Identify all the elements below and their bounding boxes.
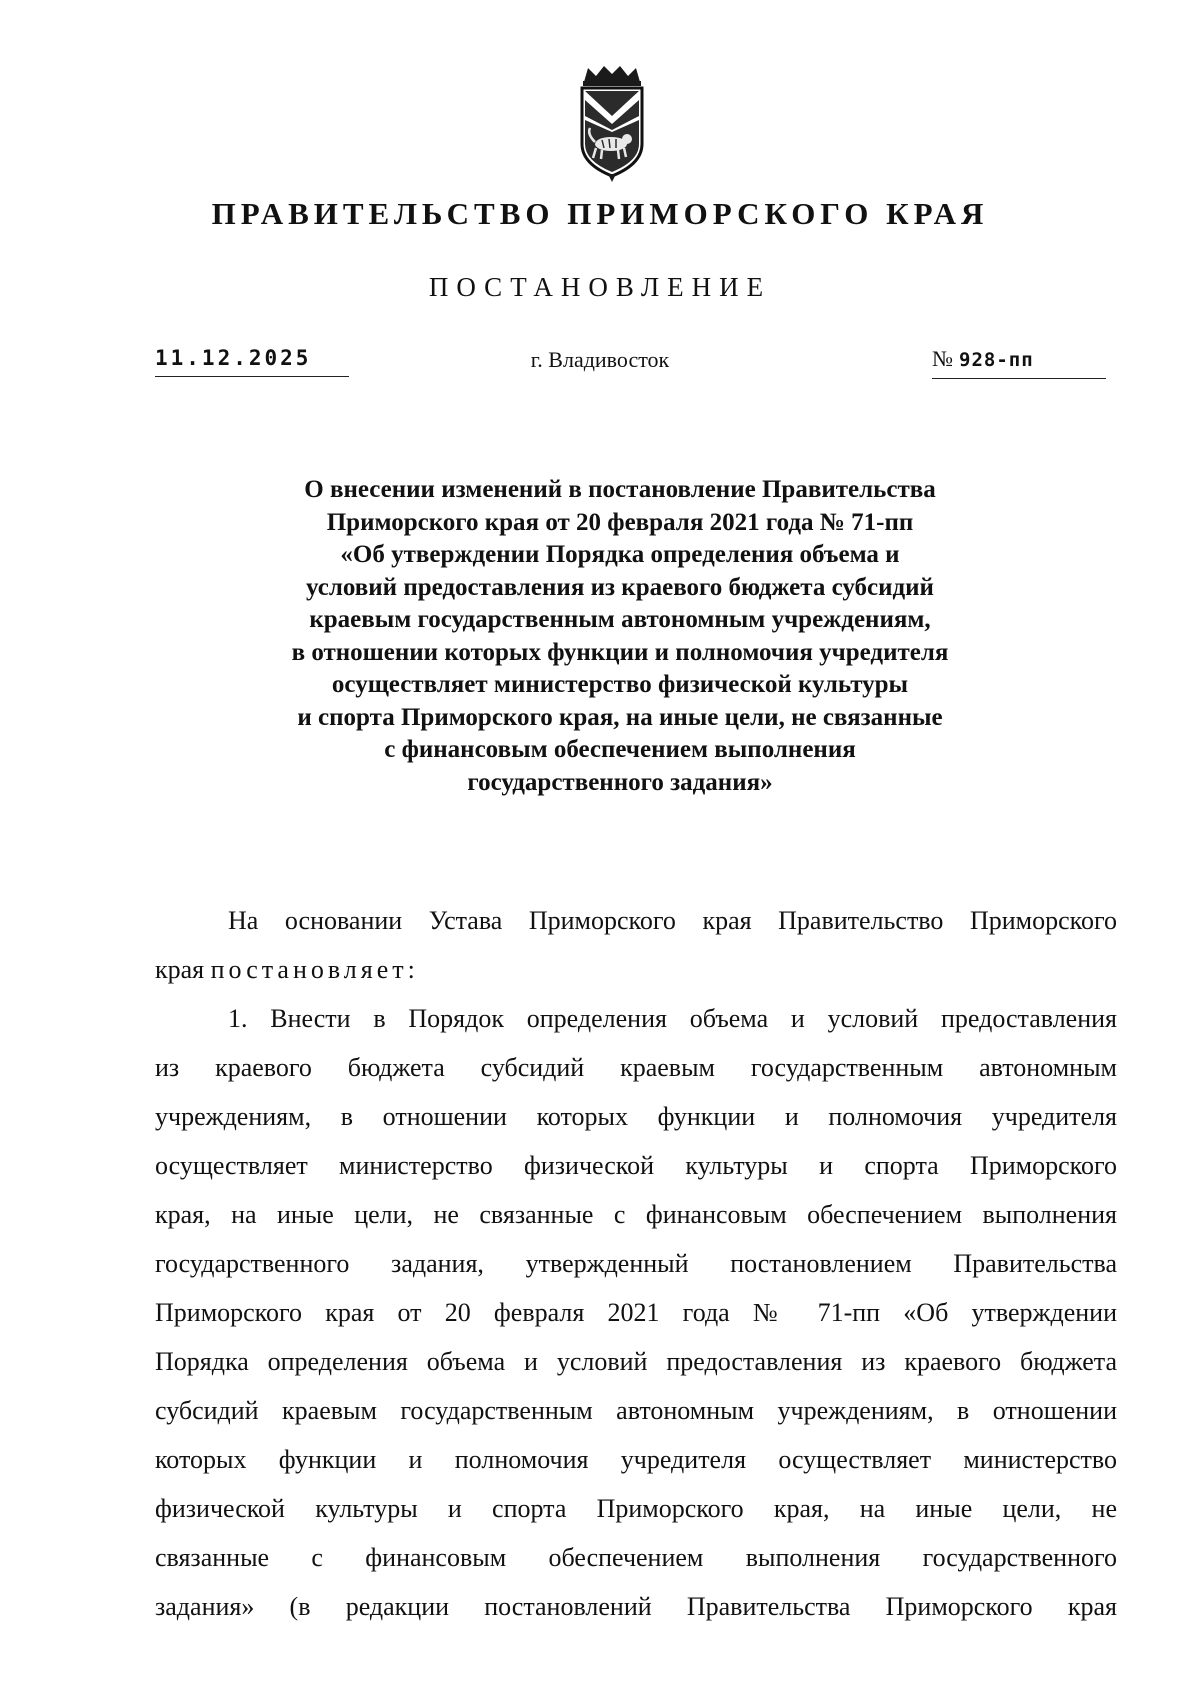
- document-type: ПОСТАНОВЛЕНИЕ: [428, 272, 772, 302]
- paragraph-line: края, на иные цели, не связанные с финансовым обеспечением выполнения: [155, 1200, 1117, 1229]
- subject-line: государственного задания»: [467, 768, 773, 796]
- subject-line: Приморского края от 20 февраля 2021 года № 71-пп: [326, 508, 914, 536]
- subject-line: условий предоставления из краевого бюджета субсидий: [306, 573, 934, 601]
- preamble-word: края: [155, 955, 205, 984]
- subject-line: с финансовым обеспечением выполнения: [384, 736, 856, 763]
- paragraph-line: субсидий краевым государственным автономным учреждениям, в отношении: [155, 1396, 1117, 1425]
- preamble-line: [155, 945, 1117, 994]
- paragraph-1: [155, 994, 1117, 1631]
- paragraph-line: задания» (в редакции постановлений Правительства Приморского края: [155, 1592, 1117, 1621]
- subject-line: краевым государственным автономным учреждениям,: [309, 606, 931, 633]
- subject-line: и спорта Приморского края, на иные цели, не связанные: [297, 703, 943, 731]
- subject-line: О внесении изменений в постановление Правительства: [304, 476, 936, 503]
- preamble: [155, 896, 1117, 994]
- paragraph-line: 1. Внести в Порядок определения объема и условий предоставления: [228, 1004, 1117, 1033]
- preamble-line: На основании Устава Приморского края Правительство Приморского: [228, 906, 1117, 935]
- resolves-word: постановляет:: [210, 955, 419, 984]
- paragraph-line: физической культуры и спорта Приморского края, на иные цели, не: [155, 1494, 1117, 1523]
- document-number: [932, 346, 1106, 379]
- paragraph-line: из краевого бюджета субсидий краевым государственным автономным: [155, 1053, 1117, 1082]
- paragraph-line: государственного задания, утвержденный постановлением Правительства: [155, 1249, 1117, 1278]
- government-title: ПРАВИТЕЛЬСТВО ПРИМОРСКОГО КРАЯ: [211, 196, 989, 231]
- paragraph-line: осуществляет министерство физической культуры и спорта Приморского: [155, 1151, 1117, 1180]
- paragraph-line: Порядка определения объема и условий предоставления из краевого бюджета: [155, 1347, 1117, 1376]
- paragraph-line: связанные с финансовым обеспечением выполнения государственного: [155, 1543, 1117, 1572]
- subject-line: в отношении которых функции и полномочия учредителя: [291, 638, 949, 666]
- primorsky-krai-coat-of-arms-icon: [578, 64, 646, 182]
- subject-line: «Об утверждении Порядка определения объема и: [340, 541, 900, 568]
- document-city: г. Владивосток: [530, 347, 670, 372]
- paragraph-line: учреждениям, в отношении которых функции и полномочия учредителя: [155, 1102, 1117, 1131]
- paragraph-line: которых функции и полномочия учредителя осуществляет министерство: [155, 1445, 1117, 1474]
- document-number-prefix: №: [932, 346, 953, 371]
- document-number-value: 928-пп: [959, 349, 1034, 371]
- paragraph-line: Приморского края от 20 февраля 2021 года № 71-пп «Об утверждении: [155, 1298, 1117, 1327]
- document-date: 11.12.2025: [155, 346, 349, 377]
- subject-line: осуществляет министерство физической культуры: [331, 671, 909, 698]
- document-subject: [200, 474, 1040, 799]
